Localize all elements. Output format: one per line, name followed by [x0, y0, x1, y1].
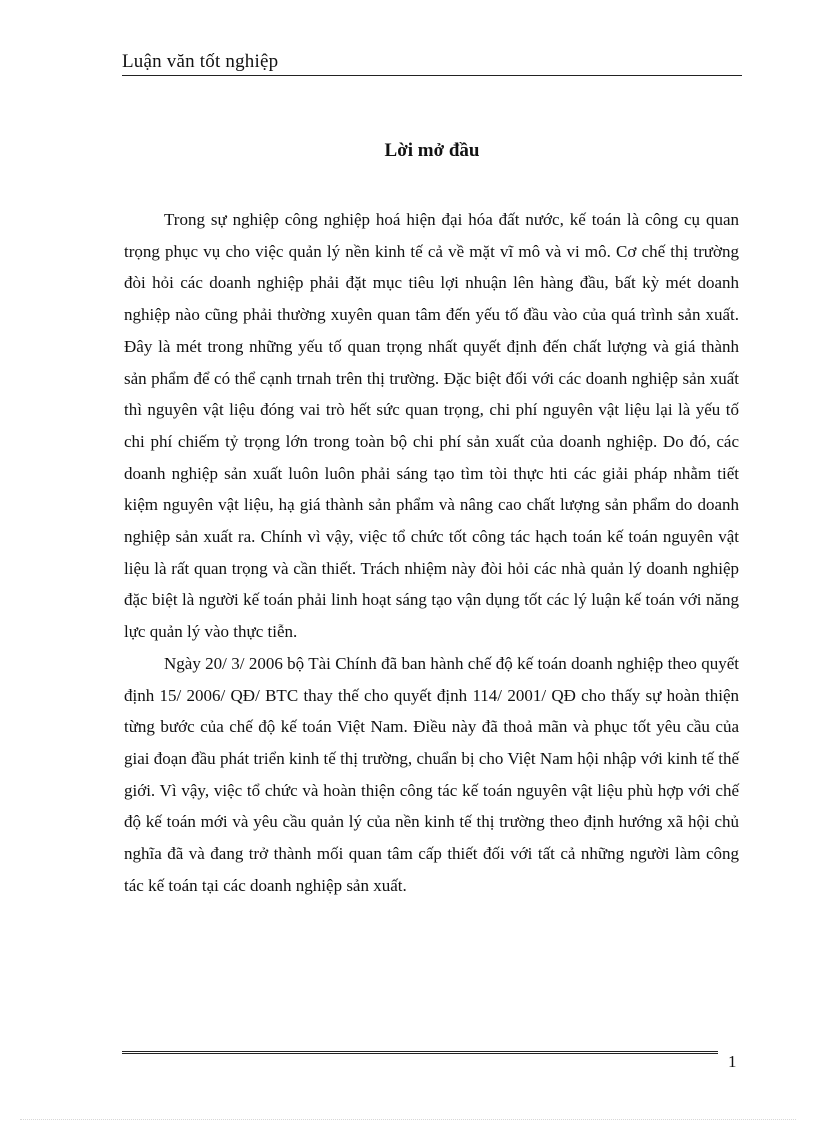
page-header: [122, 49, 742, 76]
footer-divider: [122, 1051, 718, 1059]
page-bottom-edge: [20, 1119, 796, 1120]
header-title: Luận văn tốt nghiệp: [122, 51, 279, 72]
page-number: 1: [728, 1052, 737, 1071]
paragraph: Trong sự nghiệp công nghiệp hoá hiện đại hóa đất nước, kế toán là công cụ quan trọng phục vụ cho việc quản lý nền kinh tế cả về mặt vĩ mô và vi mô. Cơ chế thị trường đòi hỏi các doanh nghiệp phải đặt mục tiêu lợi nhuận lên hàng đầu, bất kỳ mét doanh nghiệp nào cũng phải thường xuyên quan tâm đến yếu tố đầu vào của quá trình sản xuất. Đây là mét trong những yếu tố quan trọng nhất quyết định đến chất lượng và giá thành sản phẩm để có thể cạnh trnah trên thị trường. Đặc biệt đối với các doanh nghiệp sản xuất thì nguyên vật liệu đóng vai trò hết sức quan trọng, chi phí nguyên vật liệu lại là yếu tố chi phí chiếm tỷ trọng lớn trong toàn bộ chi phí sản xuất của doanh nghiệp. Do đó, các doanh nghiệp sản xuất luôn luôn phải sáng tạo tìm tòi thực hti các giải pháp nhằm tiết kiệm nguyên vật liệu, hạ giá thành sản phẩm và nâng cao chất lượng sản phẩm do doanh nghiệp sản xuất ra. Chính vì vậy, việc tổ chức tốt công tác hạch toán kế toán nguyên vật liệu là rất quan trọng và cần thiết. Trách nhiệm này đòi hỏi các nhà quản lý doanh nghiệp đặc biệt là người kế toán phải linh hoạt sáng tạo vận dụng tốt các lý luận kế toán với năng lực quản lý vào thực tiễn.: [124, 210, 739, 642]
paragraph: Ngày 20/ 3/ 2006 bộ Tài Chính đã ban hành chế độ kế toán doanh nghiệp theo quyết định 15/ 2006/ QĐ/ BTC thay thế cho quyết định 114/ 2001/ QĐ cho thấy sự hoàn thiện từng bước của chế độ kế toán Việt Nam. Điều này đã thoả mãn và phục tốt yêu cầu của giai đoạn đầu phát triển kinh tế thị trường, chuẩn bị cho Việt Nam hội nhập với kinh tế thế giới. Vì vậy, việc tổ chức và hoàn thiện công tác kế toán nguyên vật liệu phù hợp với chế độ kế toán mới và yêu cầu quản lý của nền kinh tế thị trường theo định hướng xã hội chủ nghĩa đã và đang trở thành mối quan tâm cấp thiết đối với tất cả những người làm công tác kế toán tại các doanh nghiệp sản xuất.: [124, 653, 739, 895]
document-body: [124, 204, 739, 901]
document-title: Lời mở đầu: [384, 140, 480, 161]
